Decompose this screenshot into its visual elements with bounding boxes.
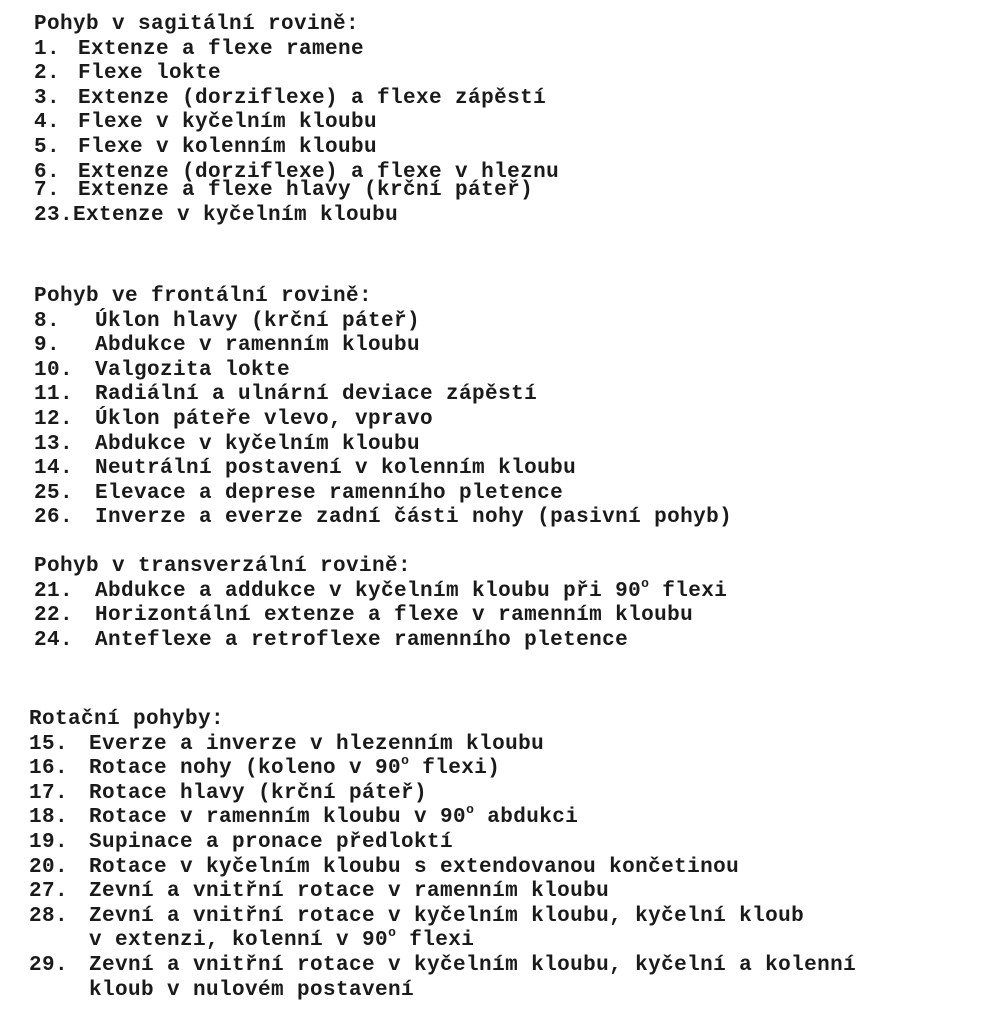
list-item xyxy=(0,753,983,782)
item-text: Anteflexe a retroflexe ramenního pletence xyxy=(95,628,629,652)
list-item xyxy=(0,482,983,507)
degree-superscript: o xyxy=(641,575,650,591)
section-sagittal xyxy=(0,13,983,228)
item-number: 14. xyxy=(34,457,74,481)
item-number: 4. xyxy=(34,111,61,135)
list-item xyxy=(0,575,983,605)
section-transversal xyxy=(0,555,983,653)
section-heading: Rotační pohyby: xyxy=(29,708,225,731)
item-text: Supinace a pronace předloktí xyxy=(89,830,454,854)
degree-superscript: o xyxy=(388,925,397,941)
list-item xyxy=(0,204,983,229)
list-item xyxy=(0,954,983,979)
list-item xyxy=(0,905,983,930)
list-item xyxy=(0,359,983,384)
item-text: Elevace a deprese ramenního pletence xyxy=(95,481,564,505)
item-text: Zevní a vnitřní rotace v kyčelním kloubu, kyčelní a kolenní xyxy=(89,953,857,977)
item-number: 2. xyxy=(34,62,61,86)
item-text: Flexe v kolenním kloubu xyxy=(78,135,378,159)
list-item xyxy=(0,87,983,112)
item-number: 7. xyxy=(34,179,61,203)
item-number: 28. xyxy=(29,904,69,928)
item-number: 15. xyxy=(29,732,69,756)
item-text: Inverze a everze zadní části nohy (pasivní pohyb) xyxy=(95,506,733,530)
item-text: Extenze a flexe ramene xyxy=(78,37,365,61)
section-heading: Pohyb v sagitální rovině: xyxy=(34,13,360,36)
item-text: Úklon hlavy (krční páteř) xyxy=(95,309,421,333)
item-text: Radiální a ulnární deviace zápěstí xyxy=(95,383,538,407)
item-number: 9. xyxy=(34,334,61,358)
list-item xyxy=(0,802,983,831)
item-number: 24. xyxy=(34,628,74,652)
section-heading: Pohyb v transverzální rovině: xyxy=(34,555,412,578)
list-item xyxy=(0,383,983,408)
item-number: 5. xyxy=(34,135,61,159)
section-frontal xyxy=(0,285,983,531)
list-item xyxy=(0,457,983,482)
list-item xyxy=(0,179,983,204)
item-number: 12. xyxy=(34,407,74,431)
item-text: Extenze (dorziflexe) a flexe zápěstí xyxy=(78,86,547,110)
item-text-after: flexi xyxy=(396,929,475,953)
list-item-continuation xyxy=(0,979,983,1004)
list-item xyxy=(0,604,983,629)
list-item xyxy=(0,629,983,654)
item-number: 20. xyxy=(29,855,69,879)
item-number: 23. xyxy=(34,203,74,227)
item-number: 25. xyxy=(34,481,74,505)
item-number: 3. xyxy=(34,86,61,110)
list-item xyxy=(0,831,983,856)
item-text: Extenze (dorziflexe) a flexe v hleznu xyxy=(78,160,560,184)
item-text: v extenzi, kolenní v 90 xyxy=(89,929,389,953)
degree-superscript: o xyxy=(401,753,410,769)
list-item xyxy=(0,111,983,136)
item-number: 22. xyxy=(34,604,74,628)
item-number: 18. xyxy=(29,806,69,830)
item-text: Abdukce v kyčelním kloubu xyxy=(95,432,421,456)
item-number: 13. xyxy=(34,432,74,456)
item-text: Rotace v kyčelním kloubu s extendovanou končetinou xyxy=(89,855,740,879)
item-text: Rotace v ramenním kloubu v 90 xyxy=(89,806,467,830)
item-text: Abdukce a addukce v kyčelním kloubu při 90 xyxy=(95,579,642,603)
item-number: 8. xyxy=(34,309,61,333)
item-text: Rotace hlavy (krční páteř) xyxy=(89,781,428,805)
list-item xyxy=(0,433,983,458)
item-text-after: flexi) xyxy=(409,757,501,781)
item-text: Extenze v kyčelním kloubu xyxy=(73,203,399,227)
item-text: Flexe lokte xyxy=(78,62,222,86)
item-number: 11. xyxy=(34,383,74,407)
list-item xyxy=(0,856,983,881)
item-text: Zevní a vnitřní rotace v kyčelním kloubu, kyčelní kloub xyxy=(89,904,805,928)
item-number: 6. xyxy=(34,160,61,184)
item-number: 16. xyxy=(29,757,69,781)
list-item xyxy=(0,733,983,758)
item-text-after: abdukci xyxy=(474,806,579,830)
section-heading: Pohyb ve frontální rovině: xyxy=(34,285,373,308)
item-text: Valgozita lokte xyxy=(95,358,291,382)
list-item xyxy=(0,880,983,905)
item-text: Úklon páteře vlevo, vpravo xyxy=(95,407,434,431)
item-text: Neutrální postavení v kolenním kloubu xyxy=(95,457,577,481)
item-text-after: flexi xyxy=(649,579,728,603)
list-item xyxy=(0,38,983,63)
list-item xyxy=(0,506,983,531)
item-number: 17. xyxy=(29,781,69,805)
item-number: 1. xyxy=(34,37,61,61)
item-text: Flexe v kyčelním kloubu xyxy=(78,111,378,135)
item-text: kloub v nulovém postavení xyxy=(89,978,415,1002)
item-number: 19. xyxy=(29,830,69,854)
item-number: 29. xyxy=(29,953,69,977)
item-number: 27. xyxy=(29,880,69,904)
item-text: Everze a inverze v hlezenním kloubu xyxy=(89,732,545,756)
list-item xyxy=(0,310,983,335)
list-item xyxy=(0,782,983,807)
list-item xyxy=(0,408,983,433)
item-number: 10. xyxy=(34,358,74,382)
list-item-continuation xyxy=(0,925,983,954)
item-number: 26. xyxy=(34,506,74,530)
item-text: Extenze a flexe hlavy (krční páteř) xyxy=(78,179,534,203)
list-item xyxy=(0,334,983,359)
list-item xyxy=(0,62,983,87)
list-item xyxy=(0,136,983,161)
degree-superscript: o xyxy=(466,802,475,818)
section-rotation xyxy=(0,708,983,1003)
item-text: Rotace nohy (koleno v 90 xyxy=(89,757,402,781)
item-text: Zevní a vnitřní rotace v ramenním kloubu xyxy=(89,880,610,904)
item-text: Horizontální extenze a flexe v ramenním kloubu xyxy=(95,604,694,628)
item-text: Abdukce v ramenním kloubu xyxy=(95,334,421,358)
item-number: 21. xyxy=(34,579,74,603)
